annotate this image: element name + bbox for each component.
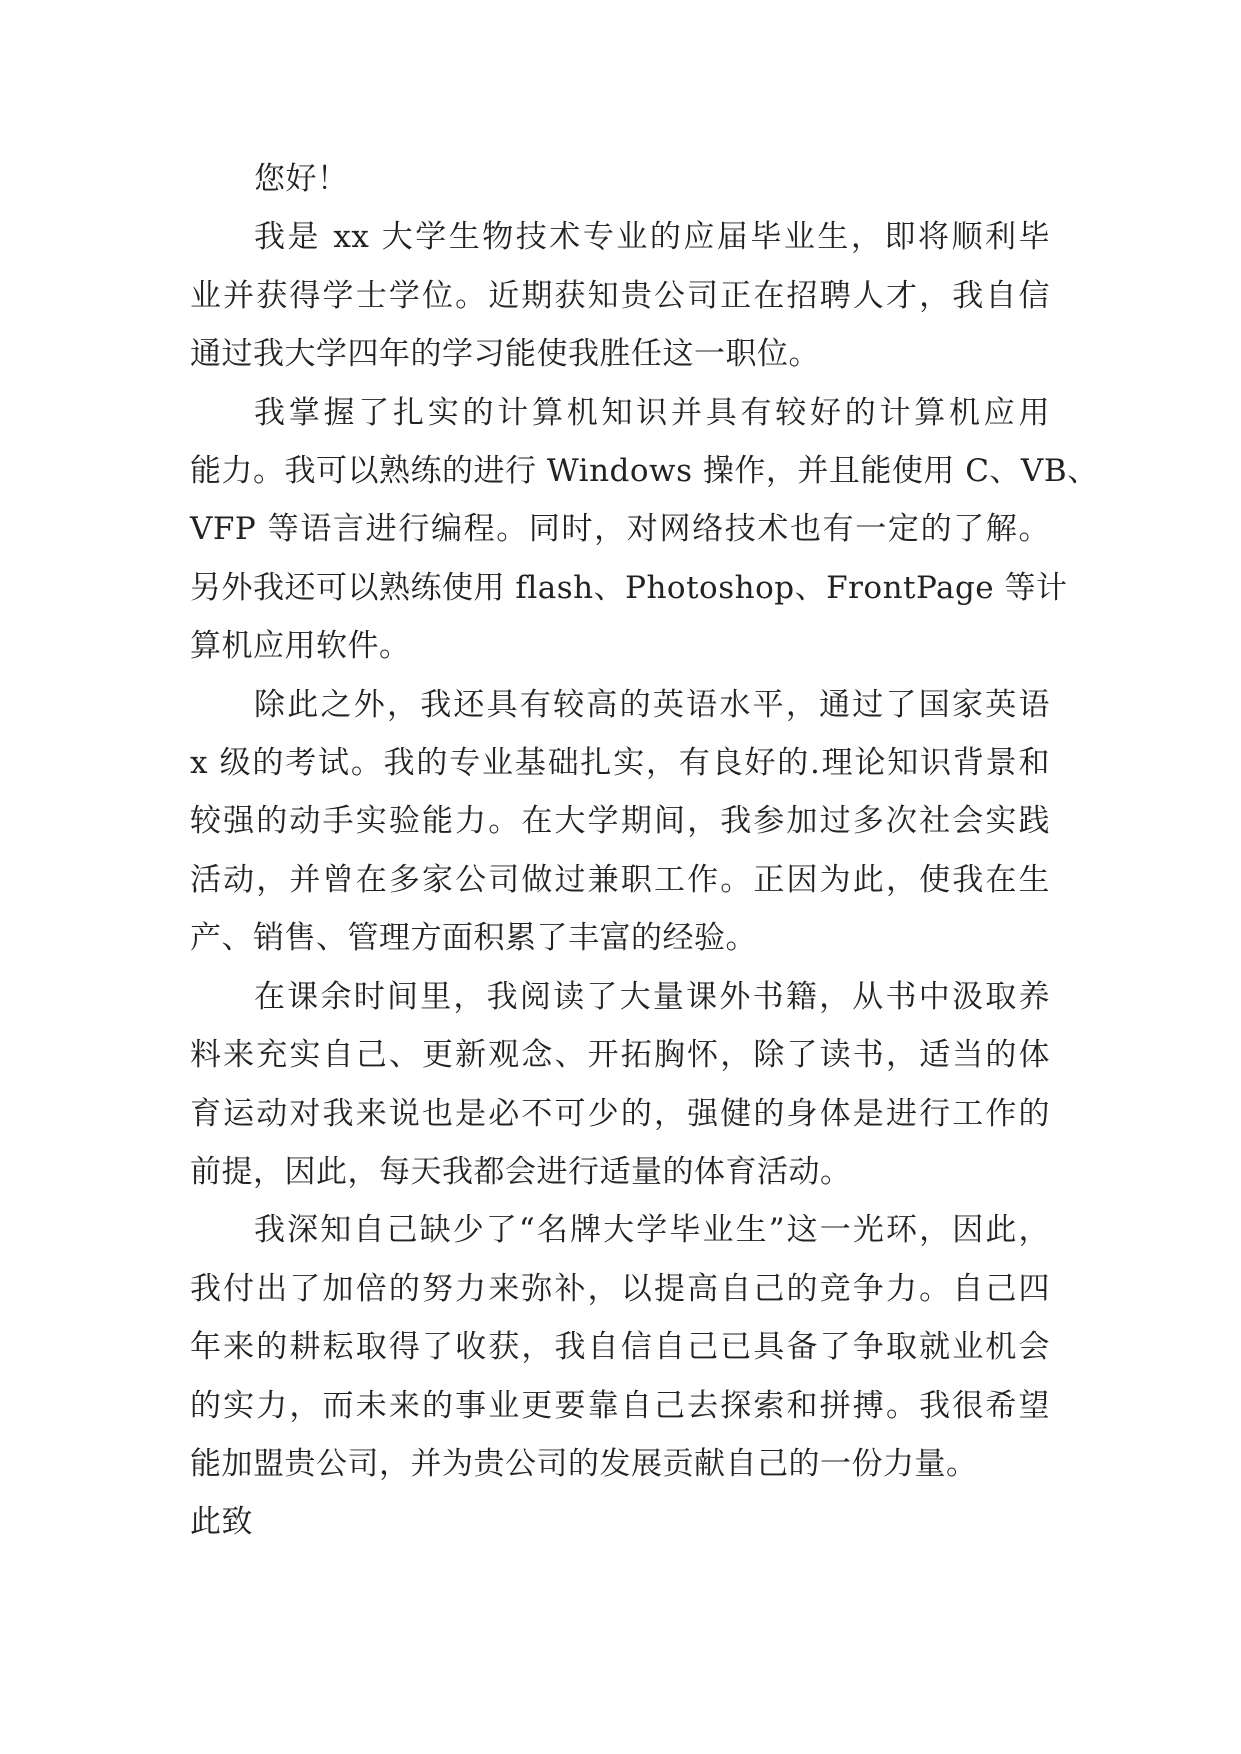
greeting-line: 您好！ — [254, 161, 349, 197]
cover-letter-body — [190, 150, 1099, 1552]
paragraph-line: 我付出了加倍的努力来弥补，以提高自己的竞争力。自己四 — [190, 1270, 1050, 1307]
paragraph-line: 年来的耕耘取得了收获，我自信自己已具备了争取就业机会 — [190, 1329, 1050, 1366]
paragraph-introduction — [190, 208, 1050, 383]
closing-line: 此致 — [190, 1504, 253, 1541]
paragraph-line: 我是 xx 大学生物技术专业的应届毕业生，即将顺利毕 — [254, 219, 1050, 256]
paragraph-line: x 级的考试。我的专业基础扎实，有良好的.理论知识背景和 — [190, 745, 1050, 782]
paragraph-line: 算机应用软件。 — [190, 628, 411, 665]
paragraph-line: 另外我还可以熟练使用 flash、Photoshop、FrontPage 等计 — [190, 569, 1068, 606]
paragraph-line: 除此之外，我还具有较高的英语水平，通过了国家英语 — [254, 686, 1050, 723]
paragraph-line: 活动，并曾在多家公司做过兼职工作。正因为此，使我在生 — [190, 861, 1050, 898]
closing — [190, 1493, 1050, 1551]
paragraph-line: 通过我大学四年的学习能使我胜任这一职位。 — [190, 336, 820, 373]
paragraph-line: 在课余时间里，我阅读了大量课外书籍，从书中汲取养 — [254, 978, 1050, 1015]
paragraph-line: 育运动对我来说也是必不可少的，强健的身体是进行工作的 — [190, 1095, 1050, 1132]
paragraph-motivation — [190, 1201, 1050, 1493]
paragraph-line: VFP 等语言进行编程。同时，对网络技术也有一定的了解。 — [190, 511, 1050, 548]
paragraph-line: 我深知自己缺少了“名牌大学毕业生”这一光环，因此， — [254, 1212, 1050, 1249]
paragraph-line: 能力。我可以熟练的进行 Windows 操作，并且能使用 C、VB、 — [190, 453, 1099, 490]
paragraph-line: 较强的动手实验能力。在大学期间，我参加过多次社会实践 — [190, 803, 1050, 840]
paragraph-line: 业并获得学士学位。近期获知贵公司正在招聘人才，我自信 — [190, 277, 1050, 314]
paragraph-line: 能加盟贵公司，并为贵公司的发展贡献自己的一份力量。 — [190, 1445, 978, 1482]
paragraph-english-and-experience — [190, 676, 1050, 968]
paragraph-reading-and-sports — [190, 968, 1050, 1202]
paragraph-line: 产、销售、管理方面积累了丰富的经验。 — [190, 920, 757, 957]
paragraph-line: 前提，因此，每天我都会进行适量的体育活动。 — [190, 1153, 852, 1190]
paragraph-line: 的实力，而未来的事业更要靠自己去探索和拼搏。我很希望 — [190, 1387, 1050, 1424]
paragraph-computer-skills — [190, 384, 1099, 676]
paragraph-line: 料来充实自己、更新观念、开拓胸怀，除了读书，适当的体 — [190, 1037, 1050, 1074]
paragraph-line: 我掌握了扎实的计算机知识并具有较好的计算机应用 — [254, 394, 1050, 431]
greeting — [190, 150, 1050, 208]
